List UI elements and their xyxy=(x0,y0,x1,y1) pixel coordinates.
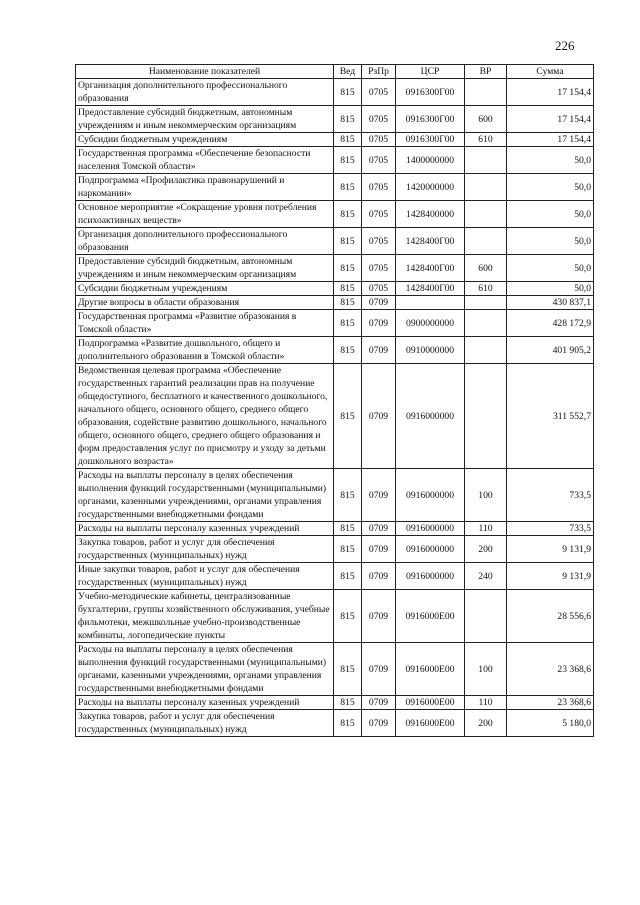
header-rzpr: РзПр xyxy=(362,65,396,79)
row-sum-cell: 50,0 xyxy=(507,282,594,296)
header-ved: Вед xyxy=(334,65,362,79)
row-vr-cell: 110 xyxy=(465,696,507,710)
row-rzpr-cell: 0705 xyxy=(362,282,396,296)
budget-table xyxy=(75,64,594,737)
row-ved-cell: 815 xyxy=(334,147,362,174)
row-csr-cell: 1400000000 xyxy=(396,147,465,174)
row-rzpr-cell: 0709 xyxy=(362,536,396,563)
row-csr-cell: 0916000000 xyxy=(396,364,465,469)
row-ved-cell: 815 xyxy=(334,133,362,147)
row-name-cell: Закупка товаров, работ и услуг для обеспечения государственных (муниципальных) нужд xyxy=(76,536,334,563)
header-sum: Сумма xyxy=(507,65,594,79)
row-csr-cell: 1428400Г00 xyxy=(396,255,465,282)
row-ved-cell: 815 xyxy=(334,710,362,737)
row-csr-cell: 1420000000 xyxy=(396,174,465,201)
row-sum-cell: 23 368,6 xyxy=(507,696,594,710)
row-name-cell: Предоставление субсидий бюджетным, автономным учреждениям и иным некоммерческим организациям xyxy=(76,255,334,282)
row-rzpr-cell: 0709 xyxy=(362,310,396,337)
row-rzpr-cell: 0709 xyxy=(362,337,396,364)
row-ved-cell: 815 xyxy=(334,696,362,710)
row-rzpr-cell: 0709 xyxy=(362,643,396,696)
row-csr-cell: 0916000000 xyxy=(396,469,465,522)
row-sum-cell: 401 905,2 xyxy=(507,337,594,364)
row-ved-cell: 815 xyxy=(334,79,362,106)
row-vr-cell: 610 xyxy=(465,282,507,296)
row-name-cell: Другие вопросы в области образования xyxy=(76,296,334,310)
row-name-cell: Расходы на выплаты персоналу в целях обеспечения выполнения функций государственными (муниципальными) органами, казенными учреждениями, органами управления государственными внебюджетными фондами xyxy=(76,469,334,522)
row-rzpr-cell: 0709 xyxy=(362,522,396,536)
row-vr-cell xyxy=(465,337,507,364)
table-row xyxy=(76,337,594,364)
row-name-cell: Организация дополнительного профессионального образования xyxy=(76,228,334,255)
row-sum-cell: 17 154,4 xyxy=(507,133,594,147)
table-row xyxy=(76,255,594,282)
row-name-cell: Субсидии бюджетным учреждениям xyxy=(76,282,334,296)
row-name-cell: Предоставление субсидий бюджетным, автономным учреждениям и иным некоммерческим организациям xyxy=(76,106,334,133)
row-sum-cell: 50,0 xyxy=(507,174,594,201)
row-ved-cell: 815 xyxy=(334,522,362,536)
row-name-cell: Организация дополнительного профессионального образования xyxy=(76,79,334,106)
header-name: Наименование показателей xyxy=(76,65,334,79)
row-vr-cell: 240 xyxy=(465,563,507,590)
table-row xyxy=(76,469,594,522)
row-ved-cell: 815 xyxy=(334,174,362,201)
row-csr-cell: 0916300Г00 xyxy=(396,133,465,147)
row-name-cell: Расходы на выплаты персоналу казенных учреждений xyxy=(76,696,334,710)
row-sum-cell: 17 154,4 xyxy=(507,106,594,133)
row-name-cell: Подпрограмма «Профилактика правонарушений и наркомании» xyxy=(76,174,334,201)
row-sum-cell: 50,0 xyxy=(507,228,594,255)
row-csr-cell: 0916000Е00 xyxy=(396,590,465,643)
row-sum-cell: 733,5 xyxy=(507,469,594,522)
row-vr-cell xyxy=(465,310,507,337)
row-ved-cell: 815 xyxy=(334,255,362,282)
table-row xyxy=(76,522,594,536)
row-ved-cell: 815 xyxy=(334,228,362,255)
row-vr-cell xyxy=(465,228,507,255)
row-name-cell: Учебно-методические кабинеты, централизованные бухгалтерии, группы хозяйственного обслуживания, учебные фильмотеки, межшкольные учебно-производственные комбинаты, логопедические пункты xyxy=(76,590,334,643)
row-sum-cell: 17 154,4 xyxy=(507,79,594,106)
row-vr-cell: 600 xyxy=(465,255,507,282)
row-name-cell: Подпрограмма «Развитие дошкольного, общего и дополнительного образования в Томской области» xyxy=(76,337,334,364)
row-rzpr-cell: 0705 xyxy=(362,174,396,201)
row-name-cell: Основное мероприятие «Сокращение уровня потребления психоактивных веществ» xyxy=(76,201,334,228)
row-csr-cell: 0916000000 xyxy=(396,522,465,536)
row-name-cell: Расходы на выплаты персоналу в целях обеспечения выполнения функций государственными (муниципальными) органами, казенными учреждениями, органами управления государственными внебюджетными фондами xyxy=(76,643,334,696)
row-name-cell: Иные закупки товаров, работ и услуг для обеспечения государственных (муниципальных) нужд xyxy=(76,563,334,590)
row-vr-cell: 610 xyxy=(465,133,507,147)
header-vr: ВР xyxy=(465,65,507,79)
row-ved-cell: 815 xyxy=(334,469,362,522)
row-sum-cell: 428 172,9 xyxy=(507,310,594,337)
table-row xyxy=(76,536,594,563)
row-ved-cell: 815 xyxy=(334,296,362,310)
row-sum-cell: 23 368,6 xyxy=(507,643,594,696)
row-ved-cell: 815 xyxy=(334,536,362,563)
row-vr-cell xyxy=(465,201,507,228)
row-rzpr-cell: 0705 xyxy=(362,255,396,282)
row-ved-cell: 815 xyxy=(334,364,362,469)
row-rzpr-cell: 0709 xyxy=(362,296,396,310)
row-sum-cell: 50,0 xyxy=(507,147,594,174)
table-row xyxy=(76,643,594,696)
header-csr: ЦСР xyxy=(396,65,465,79)
row-csr-cell: 1428400000 xyxy=(396,201,465,228)
row-ved-cell: 815 xyxy=(334,106,362,133)
table-row xyxy=(76,79,594,106)
row-rzpr-cell: 0709 xyxy=(362,563,396,590)
row-vr-cell xyxy=(465,147,507,174)
table-row xyxy=(76,147,594,174)
row-csr-cell: 0900000000 xyxy=(396,310,465,337)
row-csr-cell: 1428400Г00 xyxy=(396,228,465,255)
row-csr-cell: 0910000000 xyxy=(396,337,465,364)
row-ved-cell: 815 xyxy=(334,310,362,337)
row-vr-cell: 200 xyxy=(465,536,507,563)
row-ved-cell: 815 xyxy=(334,563,362,590)
row-sum-cell: 28 556,6 xyxy=(507,590,594,643)
row-rzpr-cell: 0709 xyxy=(362,710,396,737)
row-rzpr-cell: 0705 xyxy=(362,79,396,106)
row-csr-cell: 0916000000 xyxy=(396,536,465,563)
row-rzpr-cell: 0705 xyxy=(362,228,396,255)
table-row xyxy=(76,282,594,296)
row-vr-cell: 100 xyxy=(465,643,507,696)
page-number: 226 xyxy=(555,38,575,53)
row-vr-cell xyxy=(465,590,507,643)
row-name-cell: Государственная программа «Развитие образования в Томской области» xyxy=(76,310,334,337)
row-vr-cell: 100 xyxy=(465,469,507,522)
table-header-row xyxy=(76,65,594,79)
row-csr-cell: 0916000Е00 xyxy=(396,643,465,696)
table-row xyxy=(76,590,594,643)
table-row xyxy=(76,696,594,710)
row-ved-cell: 815 xyxy=(334,282,362,296)
row-vr-cell xyxy=(465,174,507,201)
row-rzpr-cell: 0705 xyxy=(362,133,396,147)
row-csr-cell: 0916300Г00 xyxy=(396,106,465,133)
row-vr-cell: 200 xyxy=(465,710,507,737)
row-rzpr-cell: 0705 xyxy=(362,147,396,174)
row-csr-cell: 0916000Е00 xyxy=(396,696,465,710)
row-vr-cell xyxy=(465,296,507,310)
table-row xyxy=(76,201,594,228)
row-rzpr-cell: 0705 xyxy=(362,106,396,133)
row-sum-cell: 50,0 xyxy=(507,255,594,282)
row-csr-cell: 1428400Г00 xyxy=(396,282,465,296)
row-name-cell: Расходы на выплаты персоналу казенных учреждений xyxy=(76,522,334,536)
table-row xyxy=(76,563,594,590)
row-ved-cell: 815 xyxy=(334,590,362,643)
row-name-cell: Государственная программа «Обеспечение безопасности населения Томской области» xyxy=(76,147,334,174)
row-vr-cell xyxy=(465,364,507,469)
row-rzpr-cell: 0709 xyxy=(362,469,396,522)
table-row xyxy=(76,310,594,337)
row-csr-cell: 0916000000 xyxy=(396,563,465,590)
table-body xyxy=(76,79,594,737)
row-rzpr-cell: 0705 xyxy=(362,201,396,228)
row-csr-cell: 0916000Е00 xyxy=(396,710,465,737)
row-sum-cell: 9 131,9 xyxy=(507,563,594,590)
table-row xyxy=(76,228,594,255)
row-rzpr-cell: 0709 xyxy=(362,696,396,710)
row-csr-cell xyxy=(396,296,465,310)
table-row xyxy=(76,133,594,147)
row-rzpr-cell: 0709 xyxy=(362,590,396,643)
table-row xyxy=(76,364,594,469)
table-row xyxy=(76,710,594,737)
row-rzpr-cell: 0709 xyxy=(362,364,396,469)
row-sum-cell: 5 180,0 xyxy=(507,710,594,737)
row-sum-cell: 9 131,9 xyxy=(507,536,594,563)
table-row xyxy=(76,296,594,310)
row-sum-cell: 430 837,1 xyxy=(507,296,594,310)
row-vr-cell: 600 xyxy=(465,106,507,133)
row-ved-cell: 815 xyxy=(334,643,362,696)
row-name-cell: Закупка товаров, работ и услуг для обеспечения государственных (муниципальных) нужд xyxy=(76,710,334,737)
row-vr-cell xyxy=(465,79,507,106)
row-ved-cell: 815 xyxy=(334,337,362,364)
row-name-cell: Ведомственная целевая программа «Обеспечение государственных гарантий реализации прав на получение общедоступного, бесплатного и качественного дошкольного, начального общего, основного общего, среднего общего образования, содействие развитию дошкольного, начального общего, основного общего, среднего общего образования и форм предоставления услуг по присмотру и уходу за детьми дошкольного возраста» xyxy=(76,364,334,469)
row-sum-cell: 311 552,7 xyxy=(507,364,594,469)
table-row xyxy=(76,106,594,133)
row-sum-cell: 50,0 xyxy=(507,201,594,228)
row-name-cell: Субсидии бюджетным учреждениям xyxy=(76,133,334,147)
row-sum-cell: 733,5 xyxy=(507,522,594,536)
row-ved-cell: 815 xyxy=(334,201,362,228)
row-vr-cell: 110 xyxy=(465,522,507,536)
table-row xyxy=(76,174,594,201)
row-csr-cell: 0916300Г00 xyxy=(396,79,465,106)
